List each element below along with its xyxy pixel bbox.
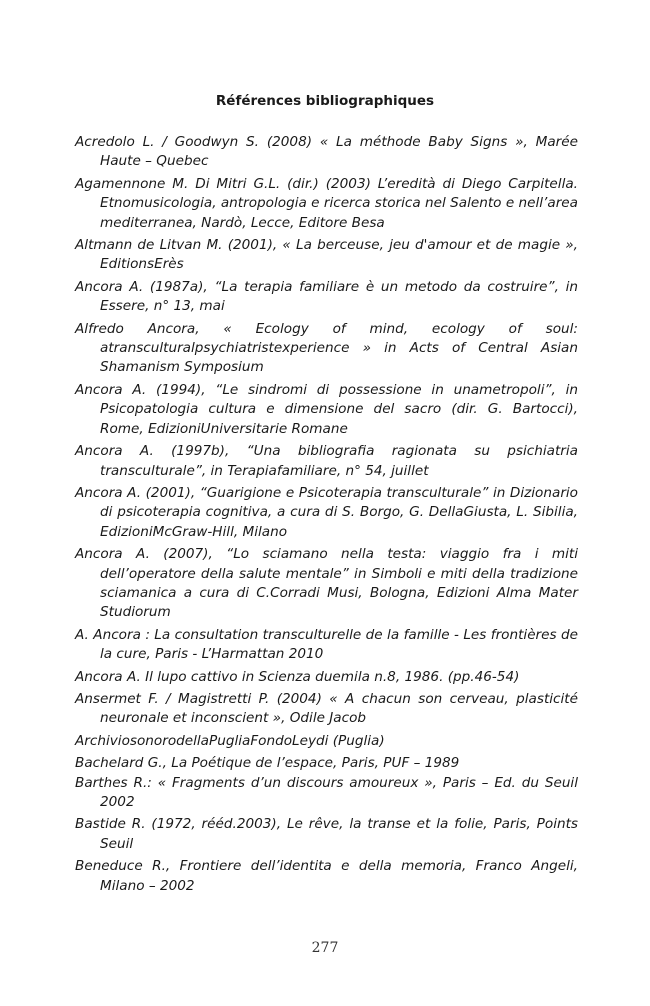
reference-entry: Ancora A. Il lupo cattivo in Scienza duemila n.8, 1986. (pp.46-54) — [75, 668, 520, 685]
reference-list — [75, 133, 578, 899]
reference-entry: Bastide R. (1972, rééd.2003), Le rêve, la transe et la folie, Paris, Points Seuil — [75, 816, 578, 852]
reference-entry: Ancora A. (1987a), “La terapia familiare è un metodo da costruire”, in Essere, n° 13, mai — [75, 278, 578, 315]
reference-entry: Beneduce R., Frontiere dell’identita e della memoria, Franco Angeli, Milano – 2002 — [75, 858, 578, 894]
reference-entry: Ancora A. (1997b), “Una bibliografia ragionata su psichiatria transculturale”, in Terapiafamiliare, n° 54, juillet — [75, 443, 578, 479]
reference-entry: Ansermet F. / Magistretti P. (2004) « A chacun son cerveau, plasticité neuronale et inconscient », Odile Jacob — [75, 690, 578, 727]
reference-entry: Barthes R.: « Fragments d’un discours amoureux », Paris – Ed. du Seuil 2002 — [75, 774, 578, 810]
reference-entry: Ancora A. (2001), “Guarigione e Psicoterapia transculturale” in Dizionario di psicoterapia cognitiva, a cura di S. Borgo, G. DellaGiusta, L. Sibilia, EdizioniMcGraw-Hill, Milano — [75, 484, 578, 540]
reference-entry: Ancora A. (1994), “Le sindromi di possessione in unametropoli”, in Psicopatologia cultura e dimensione del sacro (dir. G. Bartocci), Rome, EdizioniUniversitarie Romane — [75, 381, 578, 437]
reference-entry: Altmann de Litvan M. (2001), « La berceuse, jeu d'amour et de magie », EditionsErès — [75, 237, 578, 273]
page-title: Références bibliographiques — [215, 93, 435, 109]
reference-entry: Agamennone M. Di Mitri G.L. (dir.) (2003) L’eredità di Diego Carpitella. Etnomusicologia, antropologia e ricerca storica nel Salento e nell’area mediterranea, Nardò, Lecce, Editore Besa — [75, 175, 578, 231]
reference-entry: Alfredo Ancora, « Ecology of mind, ecology of soul: atransculturalpsychiatristexperience » in Acts of Central Asian Shamanism Symposium — [75, 320, 578, 376]
reference-entry: A. Ancora : La consultation transculturelle de la famille - Les frontières de la cure, Paris - L’Harmattan 2010 — [75, 626, 578, 663]
page-number: 277 — [311, 940, 339, 956]
reference-entry: ArchiviosonorodellaPugliaFondoLeydi (Puglia) — [75, 732, 385, 749]
reference-entry: Acredolo L. / Goodwyn S. (2008) « La méthode Baby Signs », Marée Haute – Quebec — [75, 134, 578, 170]
reference-entry: Bachelard G., La Poétique de l’espace, Paris, PUF – 1989 — [75, 755, 460, 772]
reference-entry: Ancora A. (2007), “Lo sciamano nella testa: viaggio fra i miti dell’operatore della salute mentale” in Simboli e miti della tradizione sciamanica a cura di C.Corradi Musi, Bologna, Edizioni Alma Mater Studiorum — [75, 546, 578, 621]
